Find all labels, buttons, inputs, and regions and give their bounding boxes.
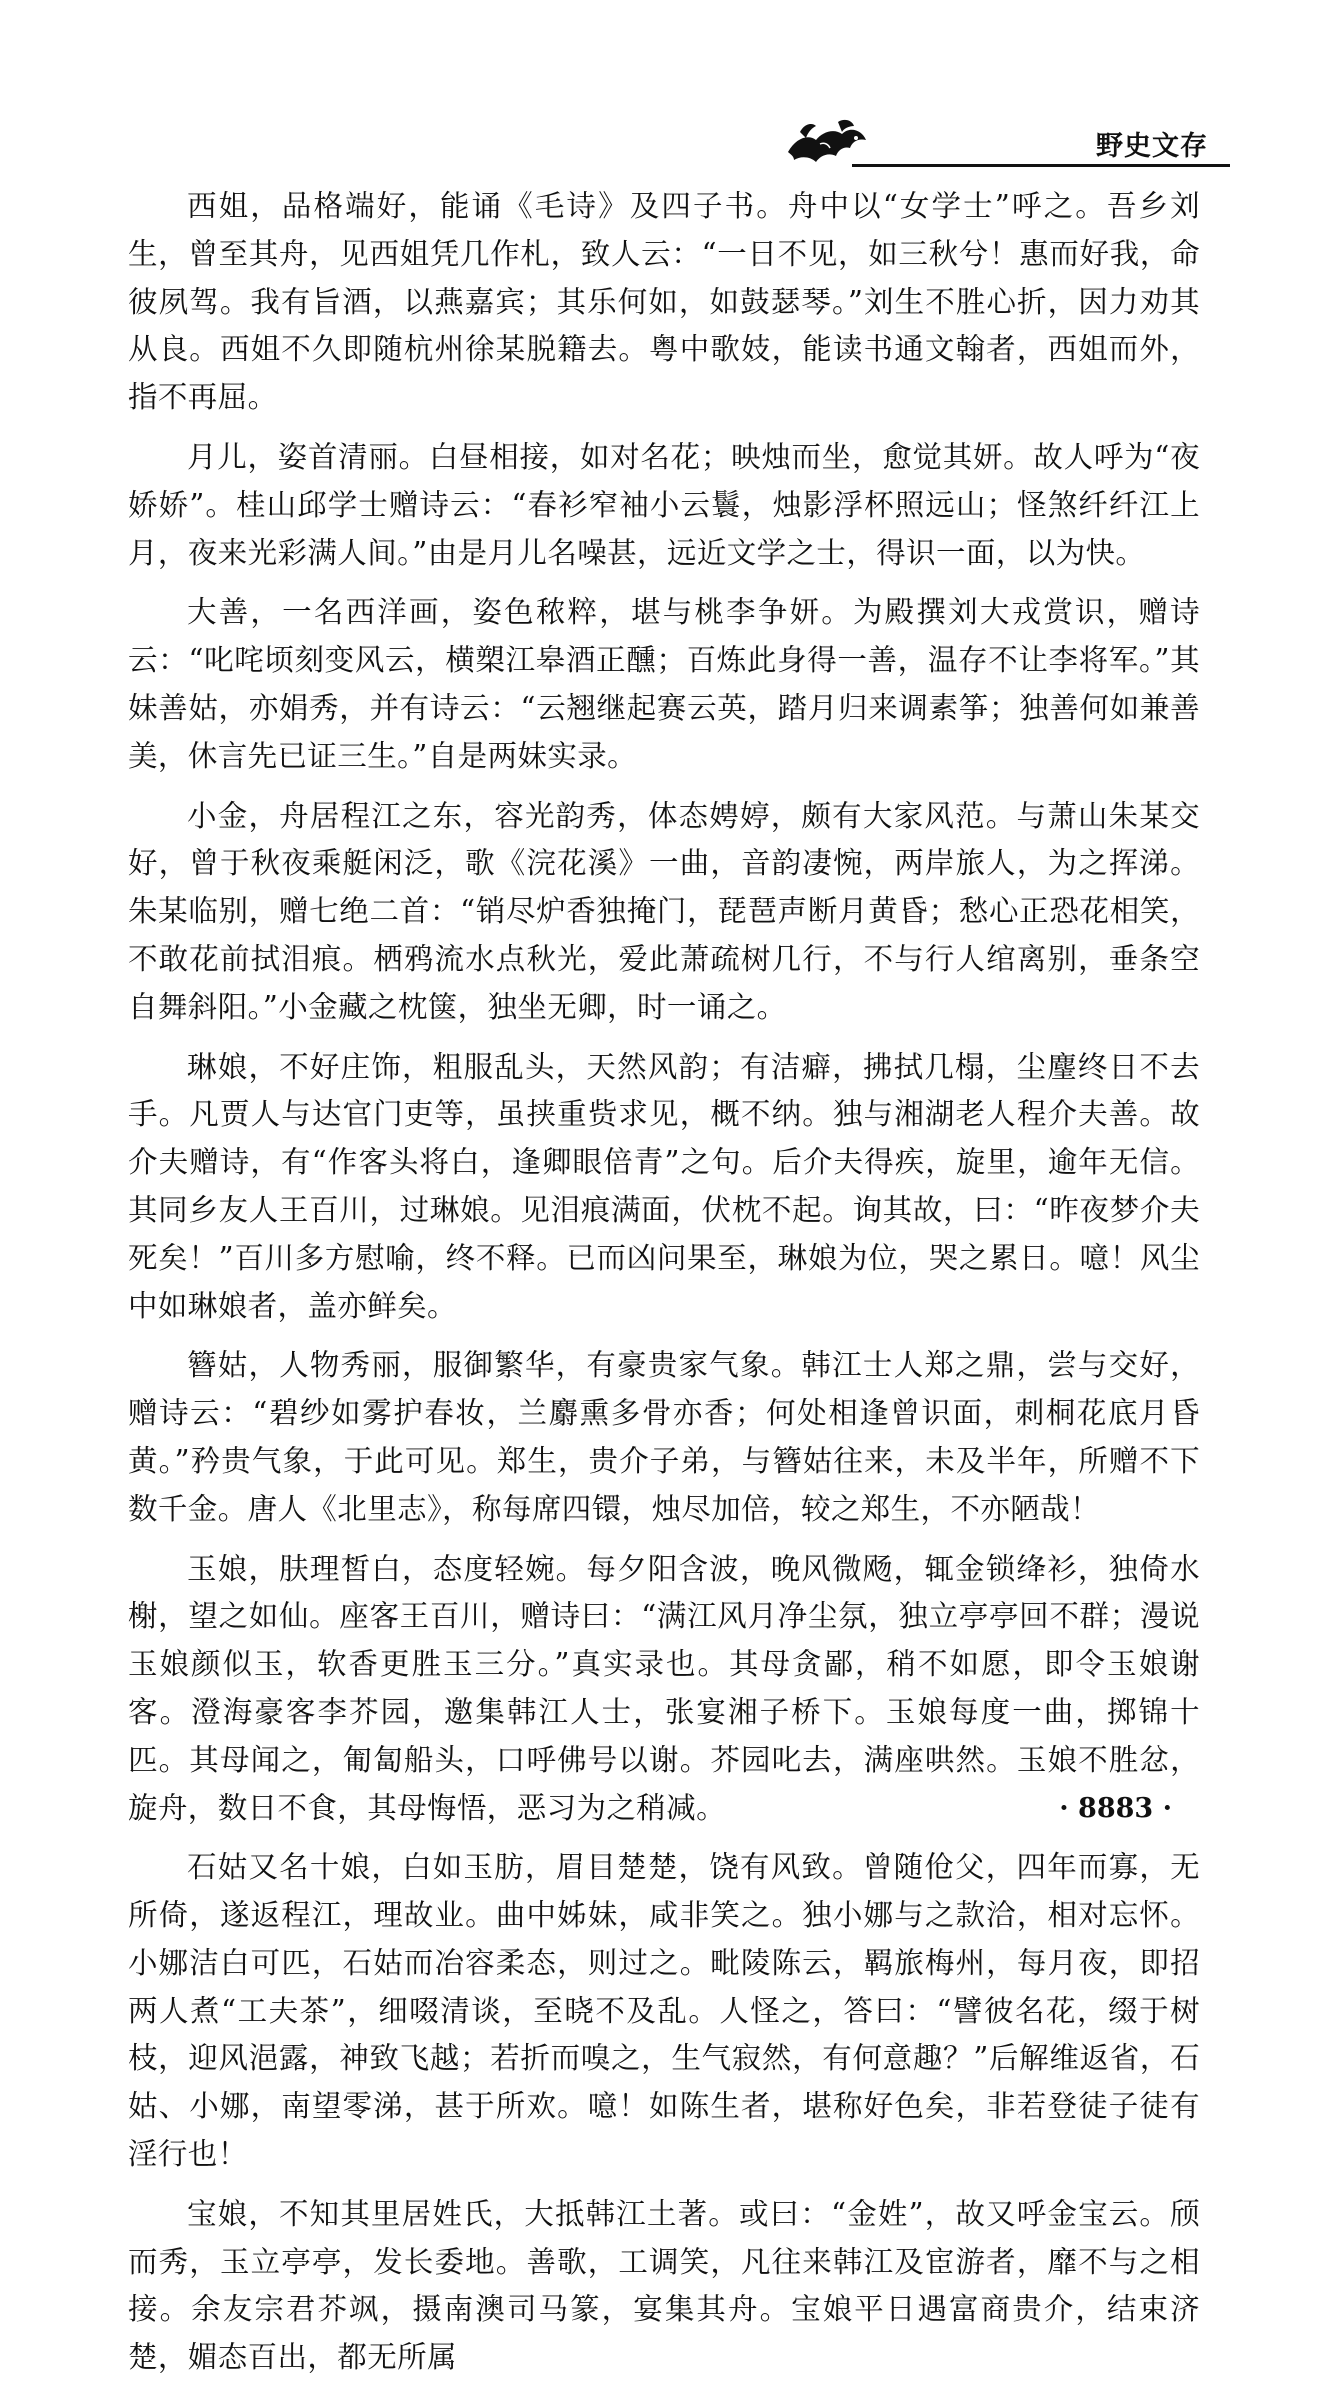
paragraph-yuniang: 玉娘，肤理皙白，态度轻婉。每夕阳含波，晚风微飏，辄金锁绛衫，独倚水榭，望之如仙。座客王百川，赠诗曰：“满江风月净尘氛，独立亭亭回不群；漫说玉娘颜似玉，软香更胜玉三分。”真实录也。其母贪鄙，稍不如愿，即令玉娘谢客。澄海豪客李芥园，邀集韩江人士，张宴湘子桥下。玉娘每度一曲，掷锦十匹。其母闻之，匍匐船头，口呼佛号以谢。芥园叱去，满座哄然。玉娘不胜忿，旋舟，数日不食，其母悔悟，恶习为之稍减。 [128,1551,1200,1825]
body-text [128,183,1200,2394]
paragraph-linniang: 琳娘，不好庄饰，粗服乱头，天然风韵；有洁癖，拂拭几榻，尘麈终日不去手。凡贾人与达官门吏等，虽挟重赀求见，概不纳。独与湘湖老人程介夫善。故介夫赠诗，有“作客头将白，逢卿眼倍青”之句。后介夫得疾，旋里，逾年无信。其同乡友人王百川，过琳娘。见泪痕满面，伏枕不起。询其故，曰：“昨夜梦介夫死矣！”百川多方慰喻，终不释。已而凶问果至，琳娘为位，哭之累日。噫！风尘中如琳娘者，盖亦鲜矣。 [128,1049,1200,1323]
paragraph-zangu: 簪姑，人物秀丽，服御繁华，有豪贵家气象。韩江士人郑之鼎，尝与交好，赠诗云：“碧纱如雾护春妆，兰麝熏多骨亦香；何处相逢曾识面，刺桐花底月昏黄。”矜贵气象，于此可见。郑生，贵介子弟，与簪姑往来，未及半年，所赠不下数千金。唐人《北里志》，称每席四镮，烛尽加倍，较之郑生，不亦陋哉！ [128,1348,1200,1526]
paragraph-xijie: 西姐，品格端好，能诵《毛诗》及四子书。舟中以“女学士”呼之。吾乡刘生，曾至其舟，见西姐凭几作札，致人云：“一日不见，如三秋兮！惠而好我，命彼夙驾。我有旨酒，以燕嘉宾；其乐何如，如鼓瑟琴。”刘生不胜心折，因力劝其从良。西姐不久即随杭州徐某脱籍去。粤中歌妓，能读书通文翰者，西姐而外，指不再屈。 [128,189,1200,415]
paragraph-xiaojin: 小金，舟居程江之东，容光韵秀，体态娉婷，颇有大家风范。与萧山朱某交好，曾于秋夜乘艇闲泛，歌《浣花溪》一曲，音韵凄惋，两岸旅人，为之挥涕。朱某临别，赠七绝二首：“销尽炉香独掩门，琵琶声断月黄昏；愁心正恐花相笑，不敢花前拭泪痕。栖鸦流水点秋光，爱此萧疏树几行，不与行人绾离别，垂条空自舞斜阳。”小金藏之枕箧，独坐无卿，时一诵之。 [128,798,1200,1024]
paragraph-dashan: 大善，一名西洋画，姿色秾粹，堪与桃李争妍。为殿撰刘大戎赏识，赠诗云：“叱咤顷刻变风云，横槊江皋酒正醺；百炼此身得一善，温存不让李将军。”其妹善姑，亦娟秀，并有诗云：“云翘继起赛云英，踏月归来调素筝；独善何如兼善美，休言先已证三生。”自是两妹实录。 [128,595,1200,773]
dragon-icon [780,112,870,170]
header-title: 野史文存 [1096,131,1208,162]
paragraph-yueer: 月儿，姿首清丽。白昼相接，如对名花；映烛而坐，愈觉其妍。故人呼为“夜娇娇”。桂山邱学士赠诗云：“春衫窄袖小云鬟，烛影浮杯照远山；怪煞纤纤江上月，夜来光彩满人间。”由是月儿名噪甚，远近文学之士，得识一面，以为快。 [128,439,1200,570]
page-number: · 8883 · [1059,1793,1172,1824]
paragraph-shigu: 石姑又名十娘，白如玉肪，眉目楚楚，饶有风致。曾随伧父，四年而寡，无所倚，遂返程江，理故业。曲中姊妹，咸非笑之。独小娜与之款洽，相对忘怀。小娜洁白可匹，石姑而冶容柔态，则过之。毗陵陈云，羁旅梅州，每月夜，即招两人煮“工夫茶”，细啜清谈，至晓不及乱。人怪之，答曰：“譬彼名花，缀于树枝，迎风浥露，神致飞越；若折而嗅之，生气寂然，有何意趣？”后解维返省，石姑、小娜，南望零涕，甚于所欢。噫！如陈生者，堪称好色矣，非若登徒子徒有淫行也！ [128,1850,1200,2172]
paragraph-baoniang: 宝娘，不知其里居姓氏，大抵韩江土著。或曰：“金姓”，故又呼金宝云。颀而秀，玉立亭亭，发长委地。善歌，工调笑，凡往来韩江及宦游者，靡不与之相接。余友宗君芥飒，摄南澳司马篆，宴集其舟。宝娘平日遇富商贵介，结束济楚，媚态百出，都无所属 [128,2196,1200,2375]
running-header [780,112,1230,170]
header-rule [852,164,1230,167]
